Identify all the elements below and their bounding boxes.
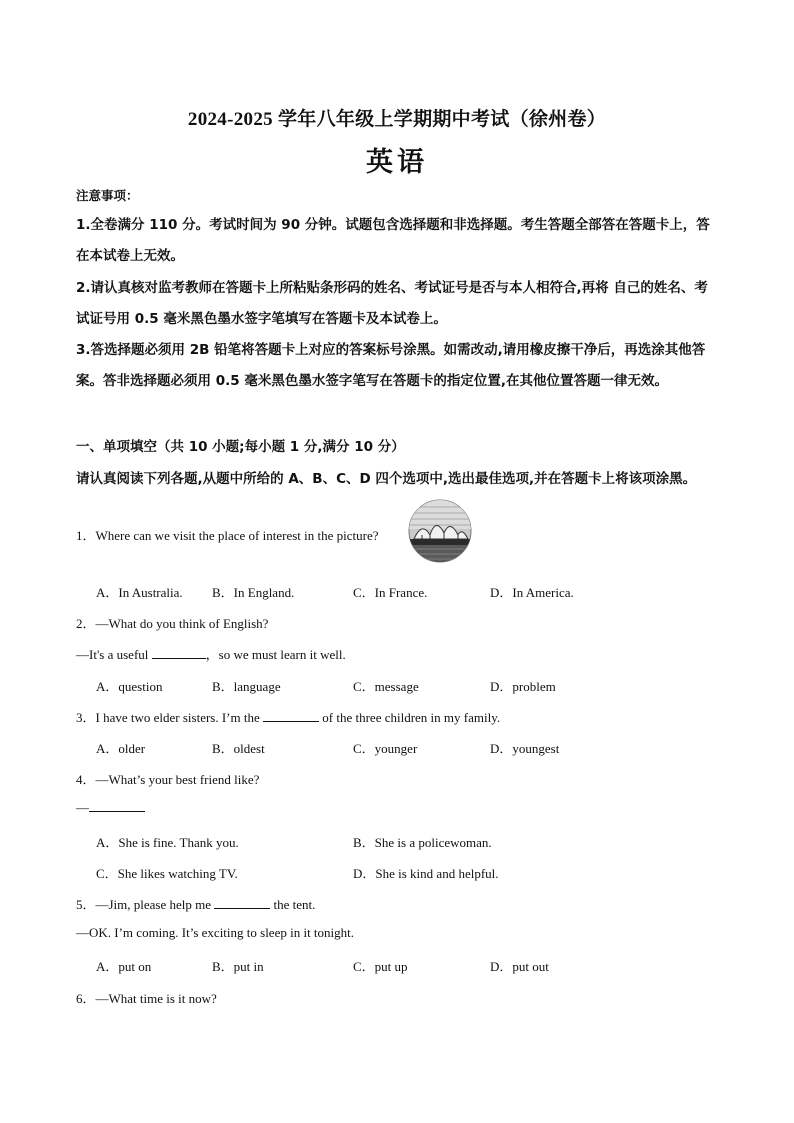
question-5-stem [76,894,315,913]
question-3-option-c: C．younger [353,741,418,756]
question-4-option-a: A．She is fine. Thank you. [96,835,239,850]
question-3-stem [76,707,500,726]
question-5-stem-pre: 5．—Jim, please help me [76,897,212,912]
question-1-option-d: D．In America. [490,585,574,600]
question-4-option-d: D．She is kind and helpful. [353,866,499,881]
question-5-option-c: C．put up [353,959,408,974]
notice-heading: 注意事项： [76,188,139,203]
question-4-reply [76,800,145,816]
exam-subject: 英语 [366,147,428,177]
question-1-option-c: C．In France. [353,585,428,600]
answer-blank [89,800,145,812]
question-2-reply [76,644,346,663]
question-3-stem-post: of the three children in my family. [322,710,501,725]
question-4-stem: 4．—What’s your best friend like? [76,772,260,787]
question-5-option-d: D．put out [490,959,549,974]
question-3-option-a: A．older [96,741,146,756]
sydney-opera-house-icon [408,499,472,563]
question-2-option-d: D．problem [490,679,556,694]
question-4-reply-pre: — [76,800,89,815]
question-5-option-b: B．put in [212,959,264,974]
section-heading: 一、单项填空（共 10 小题;每小题 1 分,满分 10 分） [76,439,405,455]
notice-item-1: 1.全卷满分 110 分。考试时间为 90 分钟。试题包含选择题和非选择题。考生答题全部答在答题卡上，答在本试卷上无效。 [76,217,710,264]
answer-blank [152,647,206,659]
question-4-option-c: C．She likes watching TV. [96,866,238,881]
answer-blank [214,897,270,909]
question-5-option-a: A．put on [96,959,152,974]
question-4-option-b: B．She is a policewoman. [353,835,492,850]
question-3-stem-pre: 3．I have two elder sisters. I’m the [76,710,260,725]
question-1-option-b: B．In England. [212,585,295,600]
question-6-stem: 6．—What time is it now? [76,991,217,1006]
question-3-option-b: B．oldest [212,741,265,756]
question-2-option-c: C．message [353,679,419,694]
section-instruction: 请认真阅读下列各题,从题中所给的 A、B、C、D 四个选项中,选出最佳选项,并在答题卡上将该项涂黑。 [76,471,697,487]
answer-blank [263,710,319,722]
question-5-stem-post: the tent. [273,897,316,912]
exam-title: 2024-2025 学年八年级上学期期中考试（徐州卷） [187,109,607,130]
notice-item-3: 3.答选择题必须用 2B 铅笔将答题卡上对应的答案标号涂黑。如需改动,请用橡皮擦干净后，再选涂其他答案。答非选择题必须用 0.5 毫米黑色墨水签字笔写在答题卡的指定位置,在其他位置答题一律无效。 [76,342,706,389]
question-2-reply-post: ，so we must learn it well. [205,647,346,662]
question-5-reply: —OK. I’m coming. It’s exciting to sleep in it tonight. [76,925,355,940]
question-2-reply-pre: —It's a useful [76,647,149,662]
notice-item-2: 2.请认真核对监考教师在答题卡上所粘贴条形码的姓名、考试证号是否与本人相符合,再将 自己的姓名、考试证号用 0.5 毫米黑色墨水签字笔填写在答题卡及本试卷上。 [76,280,708,327]
question-3-option-d: D．youngest [490,741,560,756]
question-1-option-a: A．In Australia. [96,585,183,600]
question-2-option-b: B．language [212,679,281,694]
question-2-option-a: A．question [96,679,163,694]
question-2-stem: 2．—What do you think of English? [76,616,269,631]
question-1-stem: 1．Where can we visit the place of interest in the picture? [76,528,379,543]
